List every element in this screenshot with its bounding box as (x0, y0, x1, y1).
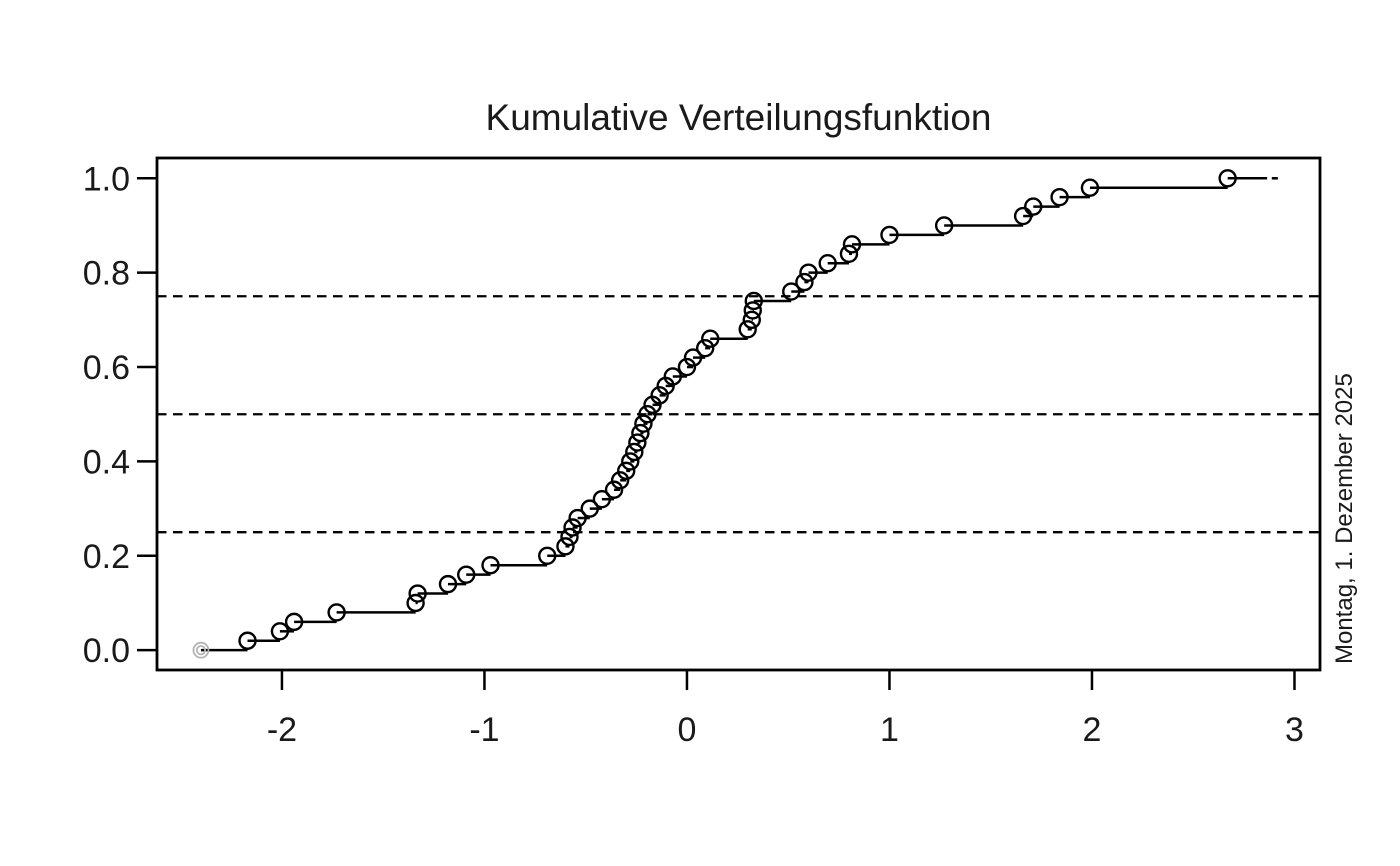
x-tick-label-0: 0 (677, 711, 697, 749)
x-tick-label-1: 1 (880, 711, 899, 749)
y-tick-label-0.0: 0.0 (82, 632, 130, 671)
y-tick-label-0.2: 0.2 (82, 537, 130, 576)
y-tick-label-1.0: 1.0 (82, 160, 130, 199)
x-tick-label--1: -1 (469, 711, 500, 749)
y-tick-label-0.4: 0.4 (82, 443, 130, 482)
chart-title: Kumulative Verteilungsfunktion (485, 97, 992, 138)
x-tick-label-2: 2 (1082, 711, 1102, 749)
x-tick-label-3: 3 (1285, 711, 1304, 749)
y-tick-label-0.8: 0.8 (82, 254, 130, 293)
x-tick-label--2: -2 (266, 711, 298, 749)
date-annotation: Montag, 1. Dezember 2025 (1331, 373, 1358, 664)
y-tick-label-0.6: 0.6 (82, 349, 130, 388)
